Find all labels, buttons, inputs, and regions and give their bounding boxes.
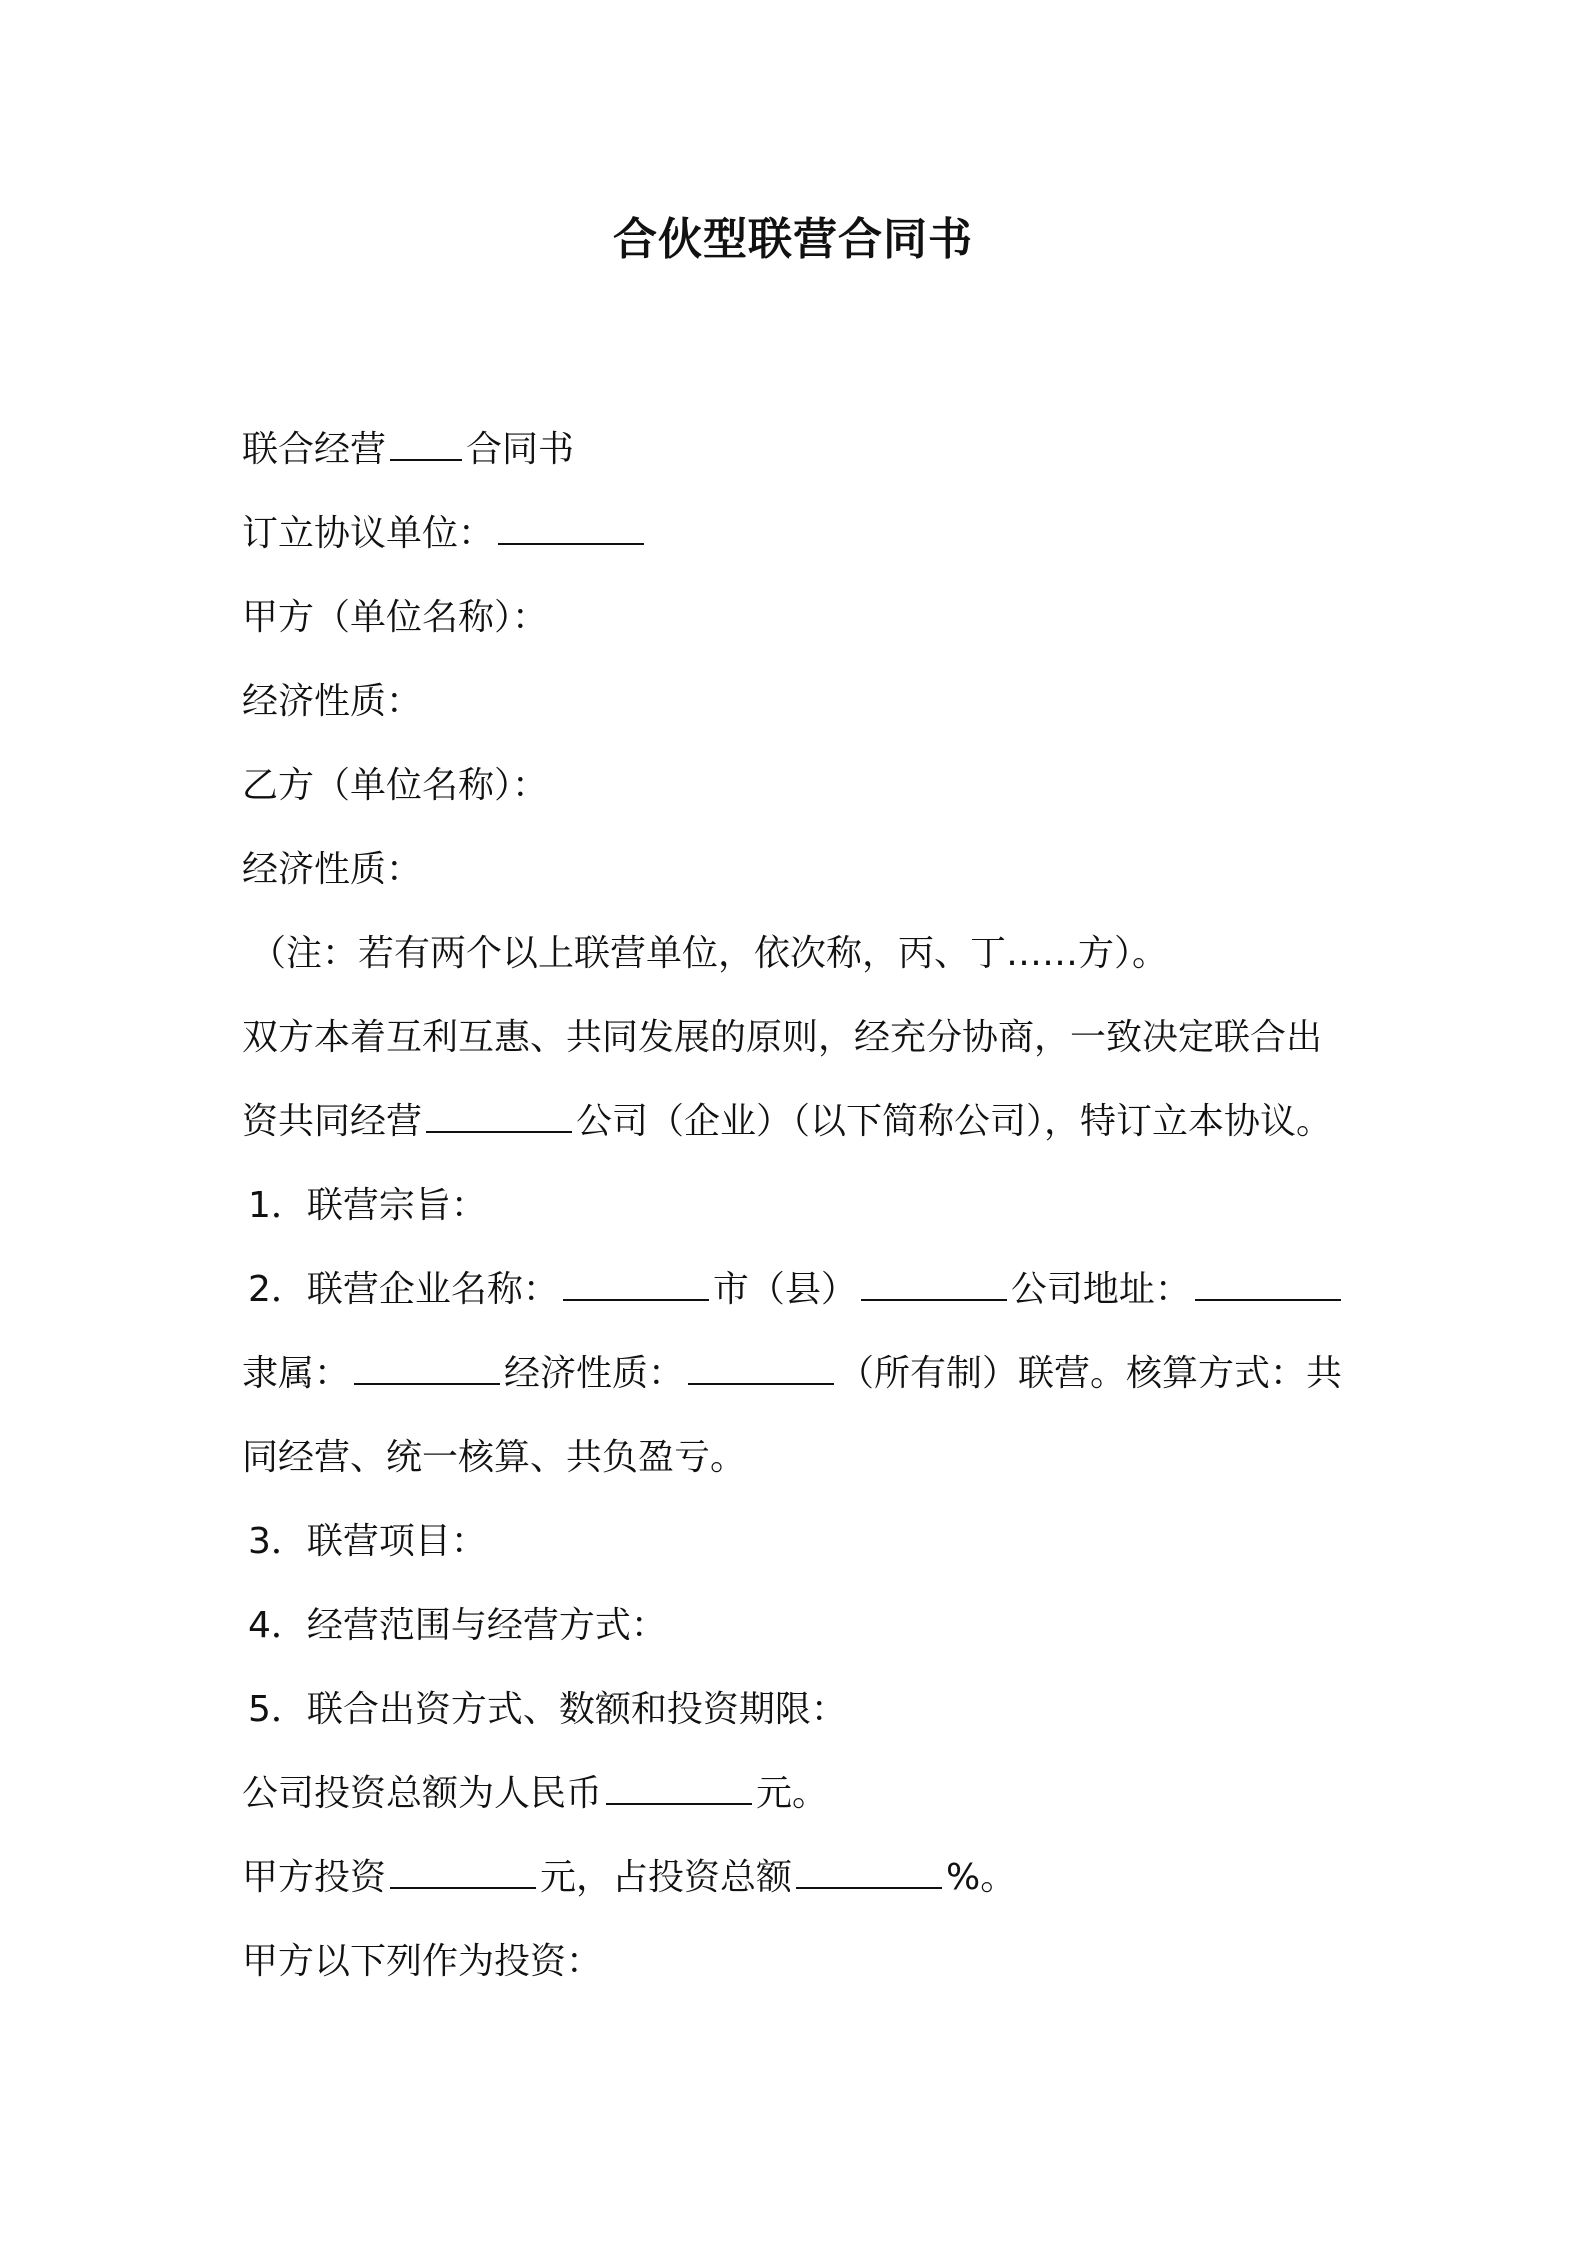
blank-field <box>390 1857 536 1889</box>
text: 经济性质： <box>242 849 423 890</box>
text: 同经营、统一核算、共负盈亏。 <box>242 1437 747 1478</box>
line-party-a-assets <box>242 1920 1362 2004</box>
line-item-2-end <box>242 1416 1362 1500</box>
line-item-2 <box>242 1248 1362 1332</box>
text: （注：若有两个以上联营单位，依次称，丙、丁……方）。 <box>250 933 1169 974</box>
blank-field <box>861 1269 1007 1301</box>
text: 市（县） <box>712 1269 857 1310</box>
text: 经济性质： <box>504 1353 685 1394</box>
text: 乙方（单位名称）： <box>242 765 549 806</box>
text: （所有制）联营。核算方式：共 <box>838 1353 1343 1394</box>
line-party-b-nature <box>242 828 1362 912</box>
line-party-b <box>242 744 1362 828</box>
text: 1．联营宗旨： <box>248 1185 487 1226</box>
text: 元，占投资总额 <box>540 1857 793 1898</box>
text: 3．联营项目： <box>248 1521 487 1562</box>
blank-field <box>796 1857 942 1889</box>
line-signing-units <box>242 492 1362 576</box>
line-item-3 <box>242 1500 1362 1584</box>
text: 甲方以下列作为投资： <box>242 1941 603 1982</box>
blank-field <box>498 513 644 545</box>
line-note <box>242 912 1362 996</box>
text: 隶属： <box>242 1353 351 1394</box>
blank-field <box>563 1269 709 1301</box>
text: 双方本着互利互惠、共同发展的原则，经充分协商，一致决定联合出 <box>242 1017 1323 1058</box>
text: 资共同经营 <box>242 1101 423 1142</box>
line-contract-name <box>242 408 1362 492</box>
blank-field <box>390 429 462 461</box>
text: 甲方投资 <box>242 1857 387 1898</box>
line-party-a <box>242 576 1362 660</box>
text: 合同书 <box>466 429 575 470</box>
line-party-a-investment <box>242 1836 1362 1920</box>
line-item-2-cont <box>242 1332 1362 1416</box>
text: 甲方（单位名称）： <box>242 597 549 638</box>
text: 公司（企业）（以下简称公司），特订立本协议。 <box>576 1101 1333 1142</box>
blank-field <box>606 1773 752 1805</box>
text: 2．联营企业名称： <box>248 1269 559 1310</box>
blank-field <box>354 1353 500 1385</box>
text: 4．经营范围与经营方式： <box>248 1605 667 1646</box>
blank-field <box>426 1101 572 1133</box>
line-preamble-1 <box>242 996 1362 1080</box>
line-item-5 <box>242 1668 1362 1752</box>
text: 经济性质： <box>242 681 423 722</box>
document-title: 合伙型联营合同书 <box>613 214 973 265</box>
text: 公司投资总额为人民币 <box>242 1773 603 1814</box>
text: 联合经营 <box>242 429 387 470</box>
text: 订立协议单位： <box>242 513 495 554</box>
text: 公司地址： <box>1010 1269 1191 1310</box>
text: 元。 <box>756 1773 829 1814</box>
document-body <box>242 408 1362 2004</box>
text: %。 <box>946 1857 1017 1898</box>
blank-field <box>688 1353 834 1385</box>
line-total-investment <box>242 1752 1362 1836</box>
line-item-1 <box>242 1164 1362 1248</box>
line-preamble-2 <box>242 1080 1362 1164</box>
line-item-4 <box>242 1584 1362 1668</box>
line-party-a-nature <box>242 660 1362 744</box>
text: 5．联合出资方式、数额和投资期限： <box>248 1689 847 1730</box>
blank-field <box>1195 1269 1341 1301</box>
